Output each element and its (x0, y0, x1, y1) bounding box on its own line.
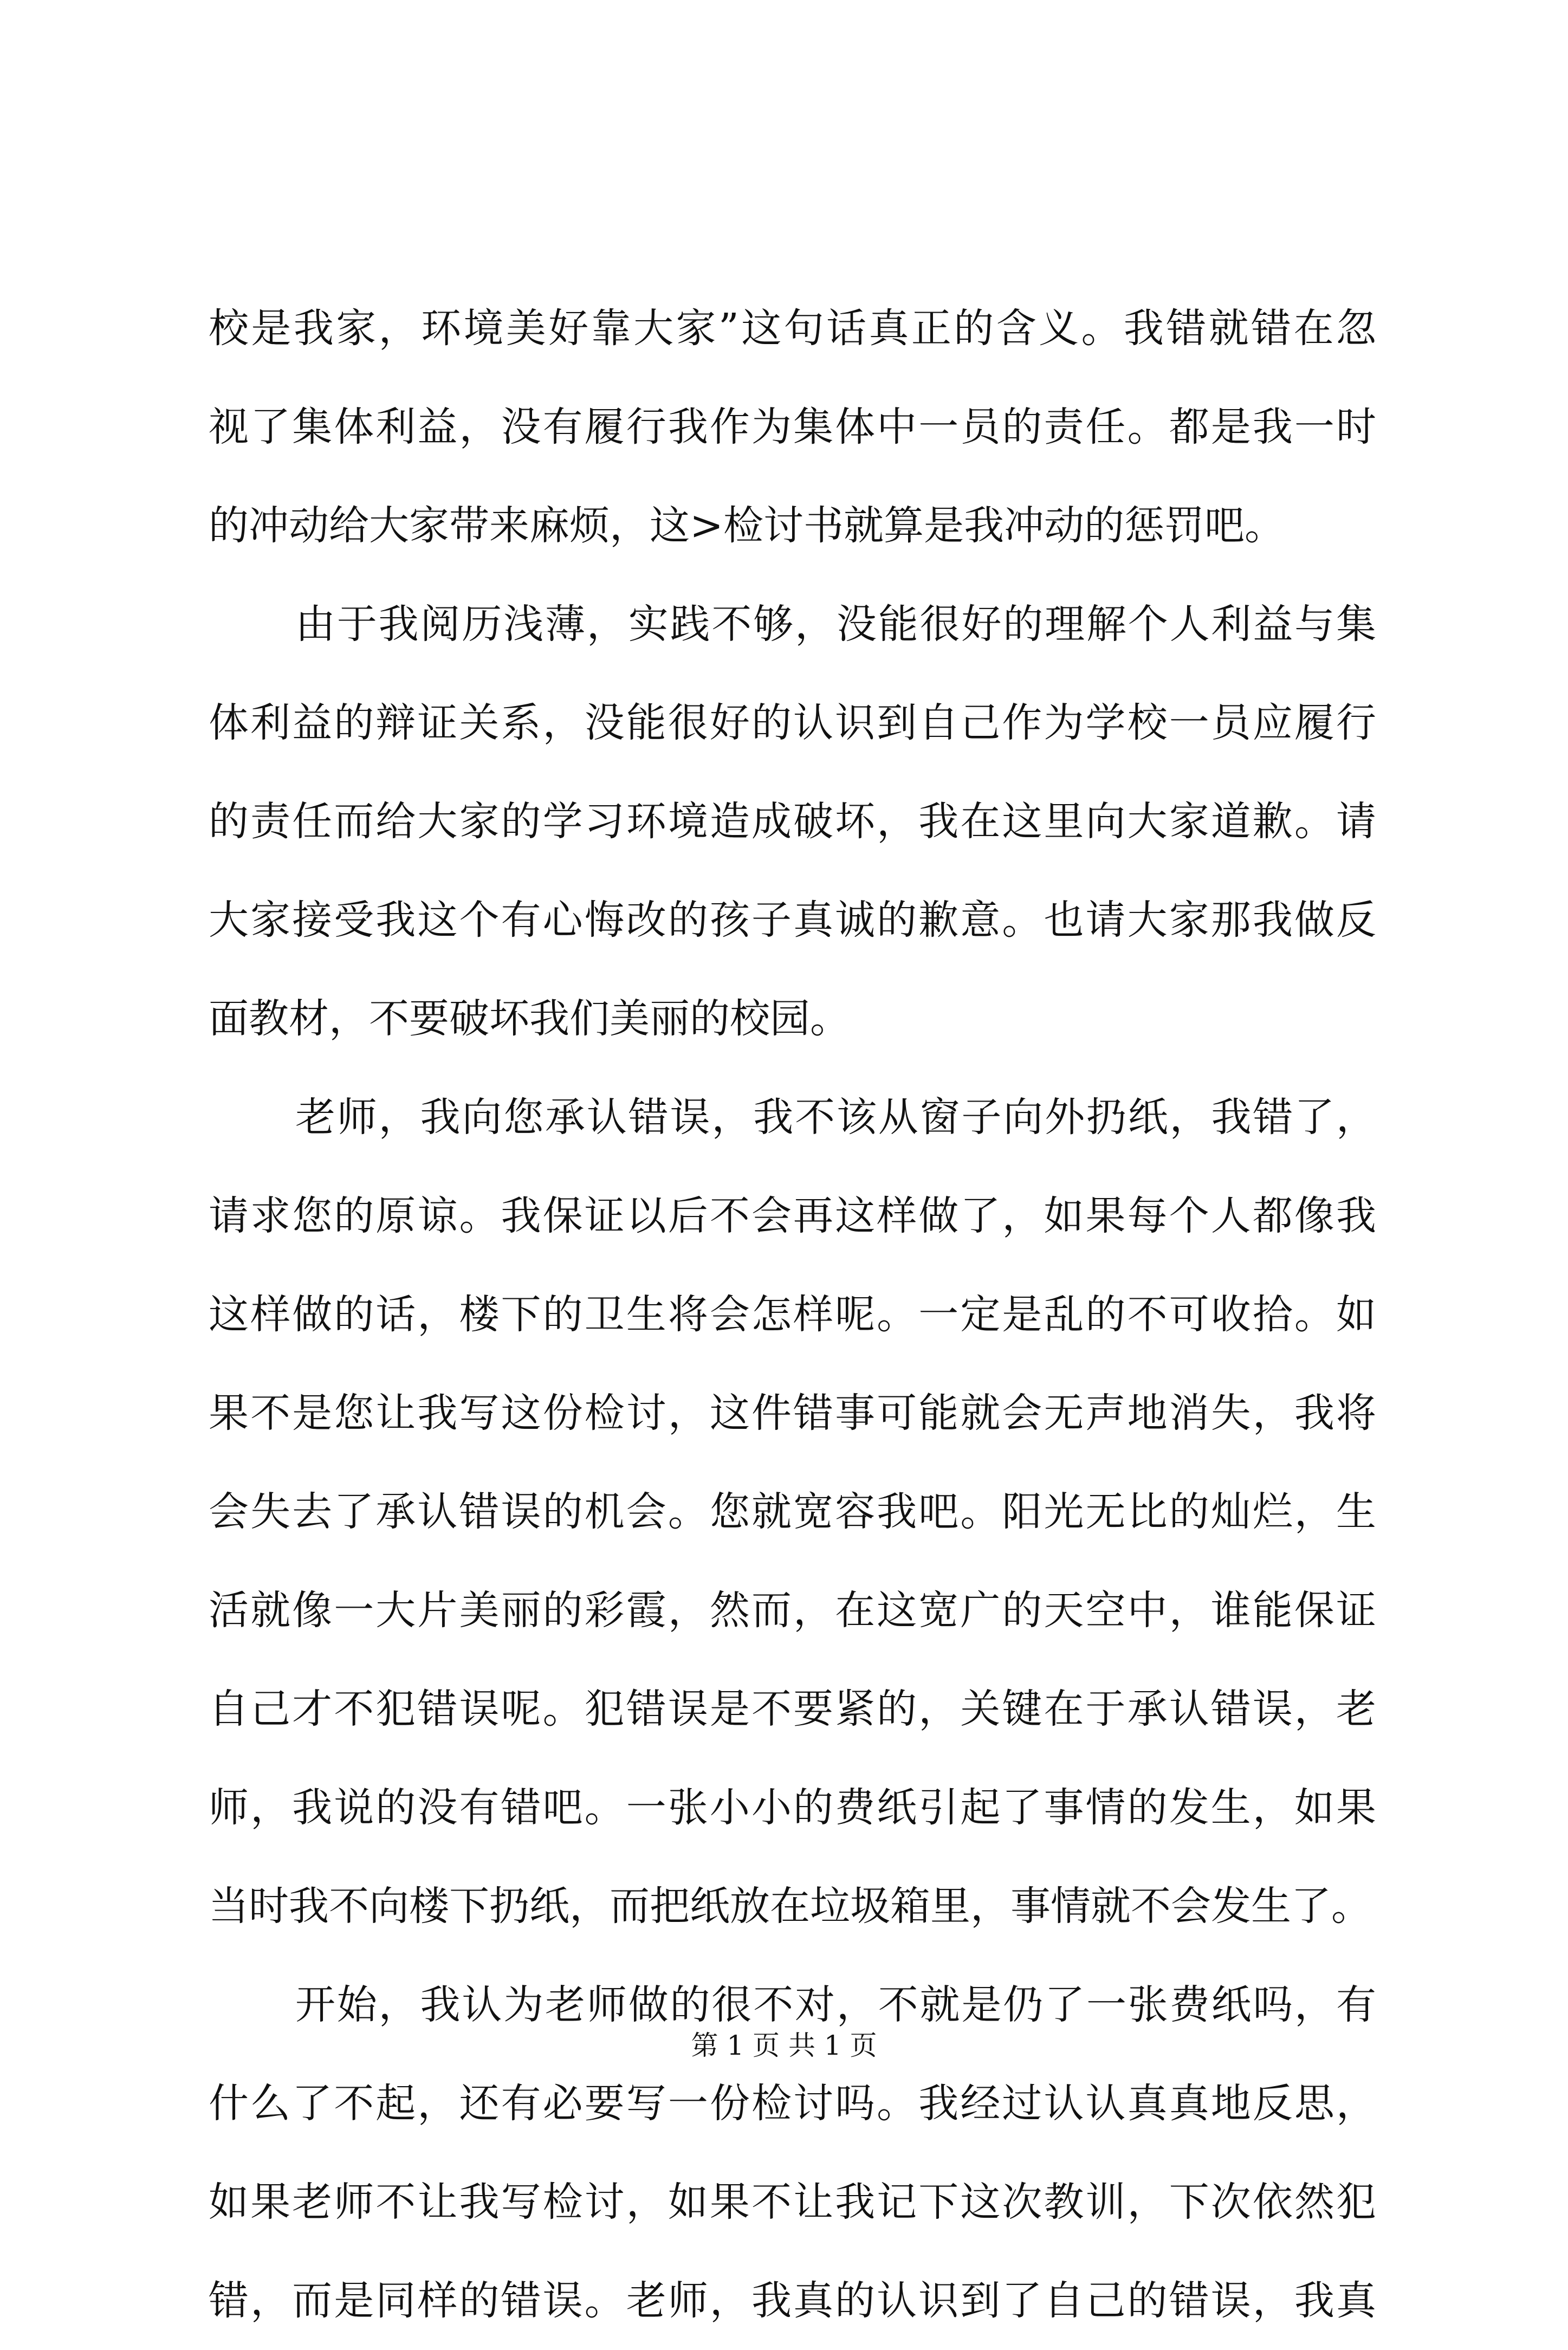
text-line: 自己才不犯错误呢。犯错误是不要紧的，关键在于承认错误，老 (209, 1686, 1376, 1732)
text-line: 当时我不向楼下扔纸，而把纸放在垃圾箱里，事情就不会发生了。 (209, 1883, 1371, 1930)
text-line: 如果老师不让我写检讨，如果不让我记下这次教训，下次依然犯 (209, 2179, 1376, 2225)
text-line: 活就像一大片美丽的彩霞，然而，在这宽广的天空中，谁能保证 (209, 1587, 1376, 1634)
text-line: 果不是您让我写这份检讨，这件错事可能就会无声地消失，我将 (209, 1390, 1376, 1436)
text-line: 错，而是同样的错误。老师，我真的认识到了自己的错误，我真 (209, 2277, 1376, 2324)
text-line: 这样做的话，楼下的卫生将会怎样呢。一定是乱的不可收拾。如 (209, 1291, 1376, 1338)
text-line: 师，我说的没有错吧。一张小小的费纸引起了事情的发生，如果 (209, 1784, 1376, 1831)
text-line: 大家接受我这个有心悔改的孩子真诚的歉意。也请大家那我做反 (209, 897, 1376, 943)
text-line: 体利益的辩证关系，没能很好的认识到自己作为学校一员应履行 (209, 700, 1376, 746)
text-line: 请求您的原谅。我保证以后不会再这样做了，如果每个人都像我 (209, 1193, 1376, 1239)
text-line: 视了集体利益，没有履行我作为集体中一员的责任。都是我一时 (209, 404, 1376, 450)
text-line: 开始，我认为老师做的很不对，不就是仍了一张费纸吗，有 (295, 1982, 1376, 2028)
text-line: 什么了不起，还有必要写一份检讨吗。我经过认认真真地反思， (209, 2080, 1376, 2127)
text-line: 老师，我向您承认错误，我不该从窗子向外扔纸，我错了， (295, 1094, 1376, 1141)
text-line: 校是我家，环境美好靠大家”这句话真正的含义。我错就错在忽 (209, 305, 1376, 352)
text-line: 面教材，不要破坏我们美丽的校园。 (209, 995, 850, 1042)
page-footer: 第 1 页 共 1 页 (691, 2030, 877, 2061)
text-line: 由于我阅历浅薄，实践不够，没能很好的理解个人利益与集 (295, 601, 1376, 648)
text-line: 的责任而给大家的学习环境造成破坏，我在这里向大家道歉。请 (209, 798, 1376, 845)
text-line: 会失去了承认错误的机会。您就宽容我吧。阳光无比的灿烂，生 (209, 1488, 1376, 1535)
text-line: 的冲动给大家带来麻烦，这>检讨书就算是我冲动的惩罚吧。 (209, 502, 1285, 549)
